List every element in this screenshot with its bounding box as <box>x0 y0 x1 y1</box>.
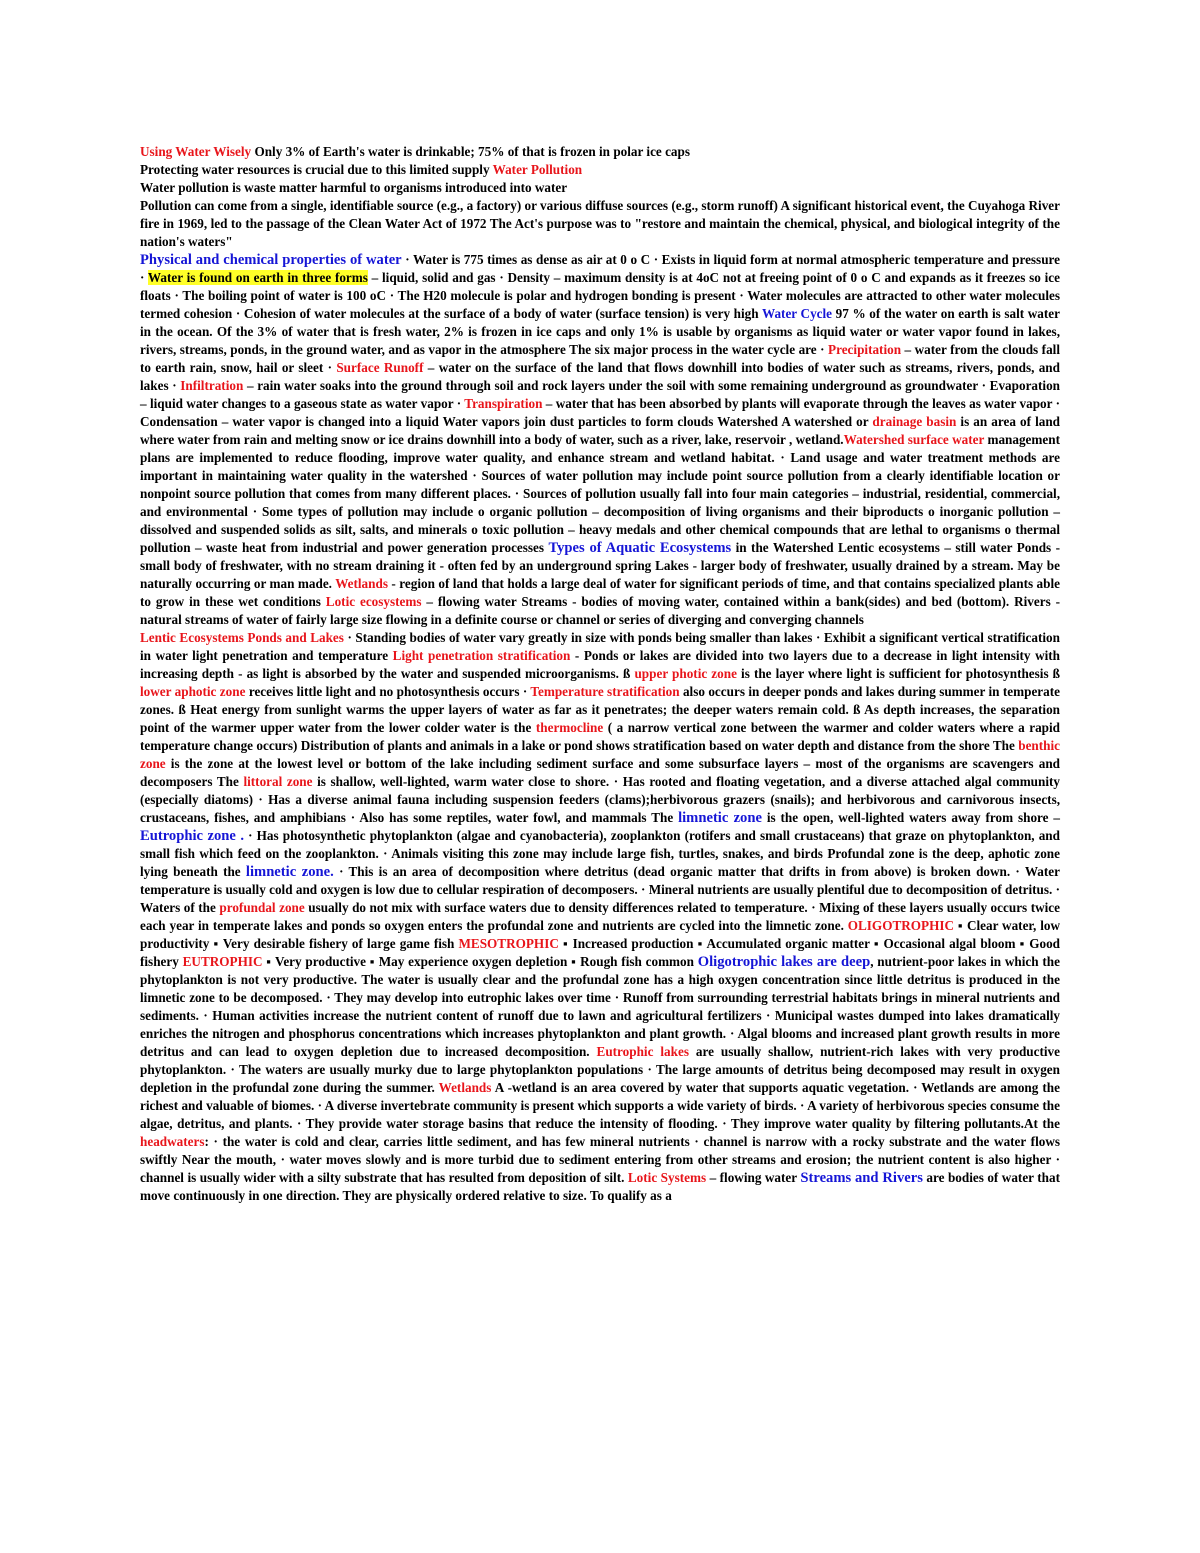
paragraph <box>140 251 1060 629</box>
text-run: – water on the surface of the land that flows downhill into bodies of water such as streams, rivers, ponds, and lakes · <box>140 360 1060 393</box>
highlighted-term: limnetic zone. <box>245 864 334 880</box>
text-run: is an area of land where water from rain and melting snow or ice drains downhill into a body of water, such as a river, lake, reservoir , wetland. <box>140 414 1060 447</box>
highlighted-term: Wetlands <box>438 1080 492 1095</box>
text-run: , nutrient-poor lakes in which the phytoplankton is not very productive. The water is usually clear and the profundal zone has a high oxygen concentration since little detritus is produced in the limnetic zone to be decomposed. · They may develop into eutrophic lakes over time · Runoff from surrounding terrestrial habitats brings in mineral nutrients and sediments. · Human activities increase the nutrient content of runoff due to lawn and agricultural fertilizers · Municipal wastes dumped into lakes dramatically enriches the nitrogen and phosphorus concentrations which increases phytoplankton and plant growth. · Algal blooms and increased plant growth results in more detritus and can lead to oxygen depletion due to increased decomposition. <box>140 954 1060 1059</box>
text-run: Water pollution is waste matter harmful to organisms introduced into water <box>140 180 568 195</box>
text-run: – flowing water Streams - bodies of moving water, contained within a bank(sides) and bed (bottom). Rivers - natural streams of water of fairly large size flowing in a definite course or channel or series of diverging and converging channels <box>140 594 1060 627</box>
highlighted-term: OLIGOTROPHIC <box>847 918 954 933</box>
highlighted-term: Using Water Wisely <box>140 144 252 159</box>
text-run: ▪ Clear water, low productivity ▪ Very desirable fishery of large game fish <box>140 918 1060 951</box>
paragraph <box>140 143 1060 161</box>
highlighted-term: limnetic zone <box>678 810 762 826</box>
text-run: · Water is 775 times as dense as air at 0 o C · Exists in liquid form at normal atmospheric temperature and pressure · <box>140 252 1060 285</box>
text-run: is the open, well-lighted waters away from shore – <box>761 810 1060 825</box>
paragraph <box>140 629 1060 1205</box>
highlighted-term: Eutrophic lakes <box>596 1044 689 1059</box>
text-run: · Has photosynthetic phytoplankton (algae and cyanobacteria), zooplankton (rotifers and small crustaceans) that graze on phytoplankton, and small fish which feed on the zooplankton. · Animals visiting this zone may include large fish, turtles, snakes, and birds Profundal zone is the deep, aphotic zone lying beneath the <box>140 828 1060 879</box>
text-run: is shallow, well-lighted, warm water close to shore. · Has rooted and floating vegetation, and a diverse attached algal community (especially diatoms) · Has a diverse animal fauna including suspension feeders (clams);herbivorous grazers (snails); and herbivorous and carnivorous insects, crustaceans, fishes, and amphibians · Also has some reptiles, water fowl, and mammals The <box>140 774 1060 825</box>
text-run: – water from the clouds fall to earth rain, snow, hail or sleet · <box>140 342 1060 375</box>
highlighted-term: profundal zone <box>219 900 305 915</box>
highlighted-term: Transpiration <box>464 396 543 411</box>
highlighted-term: MESOTROPHIC <box>458 936 559 951</box>
highlighted-term: Oligotrophic lakes are deep <box>697 954 871 970</box>
text-run: are usually shallow, nutrient-rich lakes with very productive phytoplankton. · The waters are usually murky due to large phytoplankton populations · The large amounts of detritus being decomposed may result in oxygen depletion in the profundal zone during the summer. <box>140 1044 1060 1095</box>
text-run: Protecting water resources is crucial due to this limited supply <box>140 162 493 177</box>
highlighted-term: littoral zone <box>243 774 313 789</box>
highlighted-term: EUTROPHIC <box>182 954 263 969</box>
highlighted-term: Infiltration <box>180 378 244 393</box>
text-run: : · the water is cold and clear, carries little sediment, and has few mineral nutrients · channel is narrow with a rocky substrate and the water flows swiftly Near the mouth, · water moves slowly and is more turbid due to sediment entering from other streams and erosion; the nutrient content is also higher · channel is usually wider with a silty substrate that has resulted from deposition of silt. <box>140 1134 1060 1185</box>
highlighted-term: Temperature stratification <box>530 684 680 699</box>
highlighted-term: Lentic Ecosystems Ponds and Lakes <box>140 630 344 645</box>
highlighted-term: Water Cycle <box>762 306 833 321</box>
text-run: - region of land that holds a large deal of water for significant periods of time, and that contains specialized plants able to grow in these wet conditions <box>140 576 1060 609</box>
highlighted-term: Watershed surface water <box>843 432 985 447</box>
text-run: · Standing bodies of water vary greatly in size with ponds being smaller than lakes · Exhibit a significant vertical stratification in water light penetration and temperature <box>140 630 1060 663</box>
text-run: - Ponds or lakes are divided into two layers due to a decrease in light intensity with increasing depth - as light is absorbed by the water and suspended microorganisms. ß <box>140 648 1060 681</box>
text-run: – liquid, solid and gas · Density – maximum density is at 4oC not at freeing point of 0 o C and expands as it freezes so ice floats · The boiling point of water is 100 oC · The H20 molecule is polar and hydrogen bonding is present · Water molecules are attracted to other water molecules termed cohesion · Cohesion of water molecules at the surface of a body of water (surface tension) is very high <box>140 270 1060 321</box>
text-run: – rain water soaks into the ground through soil and rock layers under the soil with some remaining underground as groundwater · Evaporation – liquid water changes to a gaseous state as water vapor · <box>140 378 1060 411</box>
highlighted-term: Precipitation <box>828 342 902 357</box>
highlighted-term: Lotic ecosystems <box>325 594 422 609</box>
text-run: is the layer where light is sufficient for photosynthesis ß <box>736 666 1061 681</box>
highlighted-term: Light penetration stratification <box>392 648 571 663</box>
highlighted-term: benthic zone <box>140 738 1060 771</box>
text-run: in the Watershed Lentic ecosystems – still water Ponds - small body of freshwater, with no stream draining it - often fed by an underground spring Lakes - larger body of freshwater, usually drained by a stream. May be naturally occurring or man made. <box>140 540 1060 591</box>
text-run: A -wetland is an area covered by water that supports aquatic vegetation. · Wetlands are among the richest and valuable of biomes. · A diverse invertebrate community is present which supports a wide variety of birds. · A variety of herbivorous species consume the algae, detritus, and plants. · They provide water storage basins that reduce the intensity of flooding. · They improve water quality by filtering pollutants.At the <box>140 1080 1060 1131</box>
highlighted-term: thermocline <box>535 720 604 735</box>
text-run: ( a narrow vertical zone between the warmer and colder waters where a rapid temperature change occurs) Distribution of plants and animals in a lake or pond shows stratification based on water depth and distance from the shore The <box>140 720 1060 753</box>
text-run: receives little light and no photosynthesis occurs · <box>245 684 531 699</box>
highlighted-term: headwaters <box>140 1134 205 1149</box>
highlighted-term: Wetlands <box>335 576 388 591</box>
text-run: also occurs in deeper ponds and lakes during summer in temperate zones. ß Heat energy from sunlight warms the upper layers of water as far as it penetrates; the deeper waters remain cold. ß As depth increases, the separation point of the warmer upper water from the lower colder water is the <box>140 684 1060 735</box>
highlighted-term: Streams and Rivers <box>800 1170 923 1186</box>
text-run: management plans are implemented to reduce flooding, improve water quality, and enhance stream and wetland habitat. · Land usage and water treatment methods are important in maintaining water quality in the watershed · Sources of water pollution may include point source pollution from a clearly identifiable location or nonpoint source pollution that comes from many different places. · Sources of pollution usually fall into four main categories – industrial, residential, commercial, and environmental · Some types of pollution may include o organic pollution – decomposition of living organisms and their biproducts o inorganic pollution – dissolved and suspended solids as silt, salts, and minerals o toxic pollution – heavy medals and other chemical compounds that are lethal to organisms o thermal pollution – waste heat from industrial and power generation processes <box>140 432 1060 555</box>
text-run: – water that has been absorbed by plants will evaporate through the leaves as water vapor · Condensation – water vapor is changed into a liquid Water vapors join dust particles to form clouds Watershed A watershed or <box>140 396 1060 429</box>
text-run: 97 % of the water on earth is salt water in the ocean. Of the 3% of water that is fresh water, 2% is frozen in ice caps and only 1% is usable by organisms as liquid water or water vapor found in lakes, rivers, streams, ponds, in the ground water, and as vapor in the atmosphere The six major process in the water cycle are · <box>140 306 1060 357</box>
highlighted-term: Water Pollution <box>492 162 583 177</box>
highlighted-term: Physical and chemical properties of water <box>140 252 402 268</box>
text-run: Only 3% of Earth's water is drinkable; 75% of that is frozen in polar ice caps <box>251 144 690 159</box>
highlighted-term: Types of Aquatic Ecosystems <box>548 540 732 556</box>
highlighted-term: upper photic zone <box>634 666 737 681</box>
text-run: is the zone at the lowest level or bottom of the lake including sediment surface and some subsurface layers – most of the organisms are scavengers and decomposers The <box>140 756 1060 789</box>
paragraph <box>140 197 1060 251</box>
highlighted-term: Lotic Systems <box>627 1170 707 1185</box>
highlighted-term: Water is found on earth in three forms <box>147 270 368 285</box>
highlighted-term: Eutrophic zone . <box>140 828 244 844</box>
text-run: ▪ Very productive ▪ May experience oxygen depletion ▪ Rough fish common <box>262 954 698 969</box>
paragraph <box>140 161 1060 179</box>
text-run: ▪ Increased production ▪ Accumulated organic matter ▪ Occasional algal bloom ▪ Good fishery <box>140 936 1060 969</box>
paragraph <box>140 179 1060 197</box>
text-run: Pollution can come from a single, identifiable source (e.g., a factory) or various diffuse sources (e.g., storm runoff) A significant historical event, the Cuyahoga River fire in 1969, led to the passage of the Clean Water Act of 1972 The Act's purpose was to "restore and maintain the chemical, physical, and biological integrity of the nation's waters" <box>140 198 1060 249</box>
text-run: are bodies of water that move continuously in one direction. They are physically ordered relative to size. To qualify as a <box>140 1170 1060 1203</box>
highlighted-term: Surface Runoff <box>336 360 424 375</box>
text-run: – flowing water <box>706 1170 801 1185</box>
highlighted-term: drainage basin <box>872 414 957 429</box>
text-run: usually do not mix with surface waters due to density differences related to temperature. · Mixing of these layers usually occurs twice each year in temperate lakes and ponds so oxygen enters the profundal zone and nutrients are cycled into the limnetic zone. <box>140 900 1060 933</box>
highlighted-term: lower aphotic zone <box>140 684 246 699</box>
document-page <box>140 143 1060 1205</box>
text-run: · This is an area of decomposition where detritus (dead organic matter that drifts in from above) is broken down. · Water temperature is usually cold and oxygen is low due to cellular respiration of decomposers. · Mineral nutrients are usually plentiful due to decomposition of detritus. · Waters of the <box>140 864 1060 915</box>
